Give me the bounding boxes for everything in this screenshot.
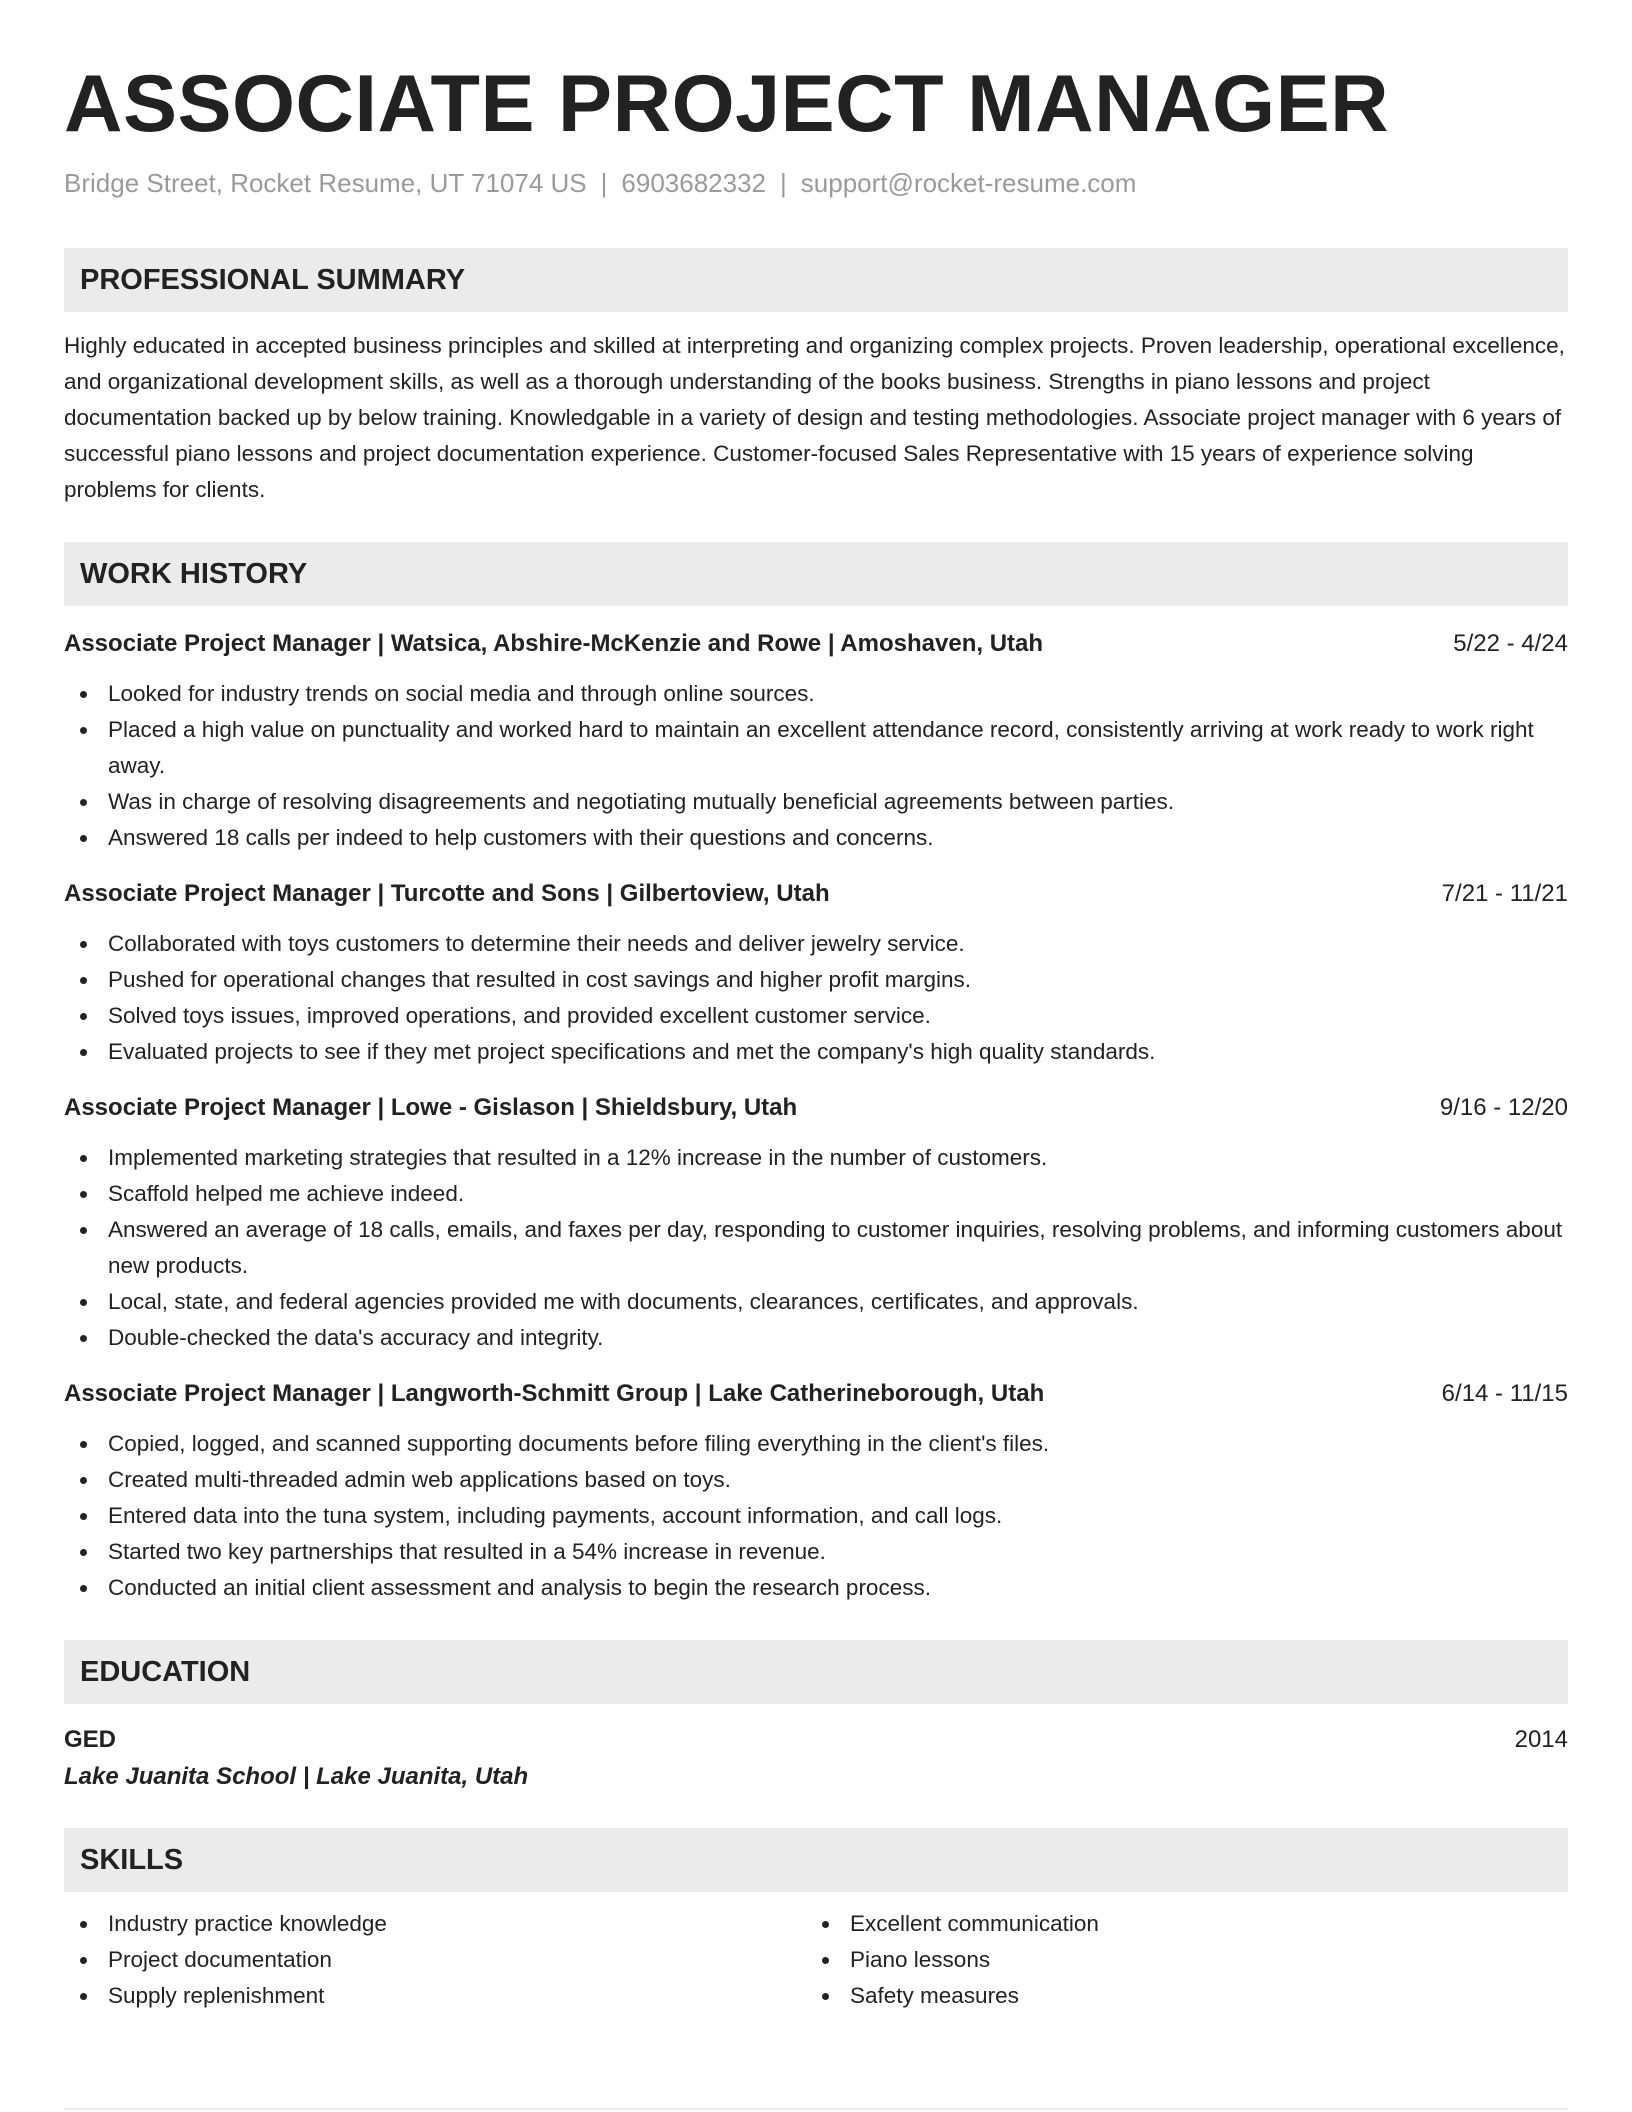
list-item xyxy=(64,1426,1568,1462)
list-item xyxy=(64,1978,806,2014)
bullet-icon xyxy=(822,1993,829,2000)
job-date: 7/21 - 11/21 xyxy=(1441,880,1568,907)
bottom-divider xyxy=(64,2108,1568,2110)
job-header xyxy=(64,1376,1568,1412)
list-item xyxy=(64,1212,1568,1284)
education-degree: GED xyxy=(64,1726,117,1753)
job-entry xyxy=(64,626,1568,856)
bullet-text: Evaluated projects to see if they met project specifications and met the company's high quality standards. xyxy=(108,1039,1156,1064)
contact-line xyxy=(64,166,1568,200)
job-title: Associate Project Manager | Lowe - Gislason | Shieldsbury, Utah xyxy=(64,1094,798,1121)
job-entry xyxy=(64,1376,1568,1606)
skill-text: Supply replenishment xyxy=(108,1983,325,2008)
list-item xyxy=(64,820,1568,856)
list-item xyxy=(806,1978,1548,2014)
bullet-icon xyxy=(80,1299,87,1306)
education-year: 2014 xyxy=(1514,1726,1568,1753)
bullet-icon xyxy=(80,1227,87,1234)
bullet-icon xyxy=(80,1921,87,1928)
contact-separator: | xyxy=(600,168,608,198)
list-item xyxy=(64,998,1568,1034)
summary-text: Highly educated in accepted business principles and skilled at interpreting and organizing complex projects. Proven leadership, operational excellence, and organizational development skills, as well as a thorough understanding of the books business. Strengths in piano lessons and project documentation backed up by below training. Knowledgable in a variety of design and testing methodologies. Associate project manager with 6 years of successful piano lessons and project documentation experience. Customer-focused Sales Representative with 15 years of experience solving problems for clients. xyxy=(64,333,1565,502)
bullet-icon xyxy=(822,1957,829,1964)
list-item xyxy=(64,1140,1568,1176)
bullet-icon xyxy=(80,1585,87,1592)
bullet-icon xyxy=(80,1957,87,1964)
skills-grid xyxy=(64,1906,1568,2014)
section-heading-education: EDUCATION xyxy=(64,1640,1568,1704)
contact-phone: 6903682332 xyxy=(621,168,767,198)
list-item xyxy=(64,1906,806,1942)
section-heading-skills: SKILLS xyxy=(64,1828,1568,1892)
job-date: 5/22 - 4/24 xyxy=(1453,630,1568,657)
job-title: Associate Project Manager | Watsica, Abshire-McKenzie and Rowe | Amoshaven, Utah xyxy=(64,630,1044,657)
bullet-icon xyxy=(80,1477,87,1484)
bullet-icon xyxy=(80,1993,87,2000)
bullet-icon xyxy=(80,1513,87,1520)
bullet-text: Conducted an initial client assessment and analysis to begin the research process. xyxy=(108,1575,931,1600)
list-item xyxy=(64,1942,806,1978)
contact-email: support@rocket-resume.com xyxy=(800,168,1137,198)
bullet-text: Placed a high value on punctuality and worked hard to maintain an excellent attendance record, consistently arriving at work ready to work right away. xyxy=(108,717,1534,778)
list-item xyxy=(64,1462,1568,1498)
list-item xyxy=(64,712,1568,784)
bullet-text: Collaborated with toys customers to determine their needs and deliver jewelry service. xyxy=(108,931,965,956)
job-bullets xyxy=(64,676,1568,856)
list-item xyxy=(64,1534,1568,1570)
bullet-text: Solved toys issues, improved operations, and provided excellent customer service. xyxy=(108,1003,931,1028)
skills-list-left xyxy=(64,1906,806,2014)
bullet-text: Entered data into the tuna system, including payments, account information, and call logs. xyxy=(108,1503,1003,1528)
job-header xyxy=(64,626,1568,662)
list-item xyxy=(64,1176,1568,1212)
bullet-text: Copied, logged, and scanned supporting documents before filing everything in the client's files. xyxy=(108,1431,1050,1456)
skill-text: Excellent communication xyxy=(850,1911,1099,1936)
job-title: Associate Project Manager | Langworth-Schmitt Group | Lake Catherineborough, Utah xyxy=(64,1380,1045,1407)
job-bullets xyxy=(64,1426,1568,1606)
list-item xyxy=(64,962,1568,998)
list-item xyxy=(64,784,1568,820)
bullet-text: Pushed for operational changes that resulted in cost savings and higher profit margins. xyxy=(108,967,972,992)
list-item xyxy=(64,1320,1568,1356)
skills-list-right xyxy=(806,1906,1548,2014)
bullet-icon xyxy=(80,1049,87,1056)
bullet-text: Created multi-threaded admin web applications based on toys. xyxy=(108,1467,731,1492)
contact-address: Bridge Street, Rocket Resume, UT 71074 US xyxy=(64,168,587,198)
skill-text: Industry practice knowledge xyxy=(108,1911,387,1936)
skill-text: Safety measures xyxy=(850,1983,1019,2008)
list-item xyxy=(806,1906,1548,1942)
bullet-icon xyxy=(822,1921,829,1928)
bullet-icon xyxy=(80,1549,87,1556)
bullet-text: Started two key partnerships that resulted in a 54% increase in revenue. xyxy=(108,1539,826,1564)
education-school: Lake Juanita School | Lake Juanita, Utah xyxy=(64,1763,529,1790)
bullet-icon xyxy=(80,691,87,698)
skill-text: Project documentation xyxy=(108,1947,332,1972)
bullet-text: Scaffold helped me achieve indeed. xyxy=(108,1181,465,1206)
resume-name: ASSOCIATE PROJECT MANAGER xyxy=(64,59,1390,149)
list-item xyxy=(64,676,1568,712)
bullet-text: Implemented marketing strategies that resulted in a 12% increase in the number of customers. xyxy=(108,1145,1048,1170)
skill-text: Piano lessons xyxy=(850,1947,991,1972)
bullet-icon xyxy=(80,1191,87,1198)
bullet-text: Looked for industry trends on social media and through online sources. xyxy=(108,681,815,706)
job-date: 6/14 - 11/15 xyxy=(1441,1380,1568,1407)
job-date: 9/16 - 12/20 xyxy=(1439,1094,1568,1121)
bullet-text: Answered an average of 18 calls, emails, and faxes per day, responding to customer inquiries, resolving problems, and informing customers about new products. xyxy=(108,1217,1563,1278)
job-entry xyxy=(64,876,1568,1070)
list-item xyxy=(64,1570,1568,1606)
bullet-icon xyxy=(80,1013,87,1020)
bullet-text: Answered 18 calls per indeed to help customers with their questions and concerns. xyxy=(108,825,934,850)
bullet-icon xyxy=(80,835,87,842)
list-item xyxy=(64,1498,1568,1534)
job-header xyxy=(64,876,1568,912)
bullet-text: Was in charge of resolving disagreements and negotiating mutually beneficial agreements between parties. xyxy=(108,789,1175,814)
bullet-text: Double-checked the data's accuracy and integrity. xyxy=(108,1325,604,1350)
bullet-icon xyxy=(80,1335,87,1342)
bullet-icon xyxy=(80,799,87,806)
bullet-icon xyxy=(80,1441,87,1448)
bullet-icon xyxy=(80,1155,87,1162)
list-item xyxy=(64,926,1568,962)
job-title: Associate Project Manager | Turcotte and Sons | Gilbertoview, Utah xyxy=(64,880,830,907)
section-heading-work: WORK HISTORY xyxy=(64,542,1568,606)
contact-separator: | xyxy=(780,168,787,198)
section-heading-summary: PROFESSIONAL SUMMARY xyxy=(64,248,1568,312)
list-item xyxy=(64,1284,1568,1320)
job-header xyxy=(64,1090,1568,1126)
bullet-icon xyxy=(80,941,87,948)
education-entry xyxy=(64,1722,1568,1758)
list-item xyxy=(64,1034,1568,1070)
bullet-icon xyxy=(80,977,87,984)
list-item xyxy=(806,1942,1548,1978)
bullet-text: Local, state, and federal agencies provided me with documents, clearances, certificates, and approvals. xyxy=(108,1289,1139,1314)
job-bullets xyxy=(64,926,1568,1070)
job-entry xyxy=(64,1090,1568,1356)
bullet-icon xyxy=(80,727,87,734)
job-bullets xyxy=(64,1140,1568,1356)
